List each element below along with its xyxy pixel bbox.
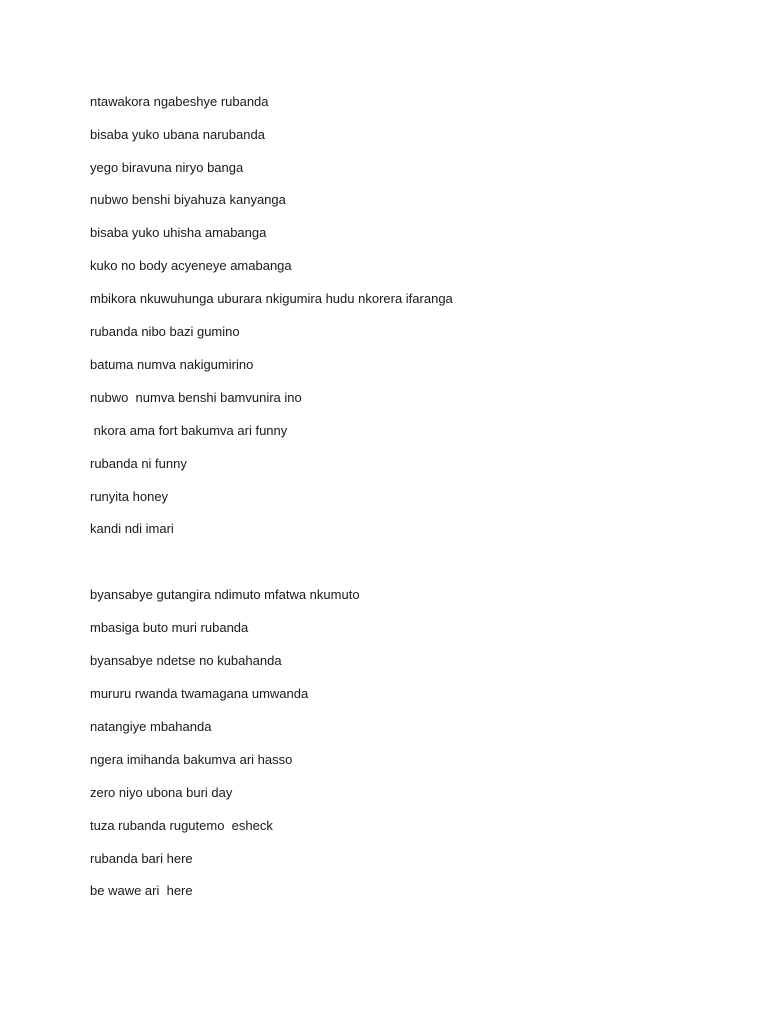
text-line: mbikora nkuwuhunga uburara nkigumira hudu nkorera ifaranga — [90, 291, 453, 306]
text-line: bisaba yuko uhisha amabanga — [90, 225, 267, 240]
text-line: zero niyo ubona buri day — [90, 785, 233, 800]
text-line: rubanda bari here — [90, 851, 193, 866]
text-line: kandi ndi imari — [90, 521, 174, 536]
text-line: byansabye gutangira ndimuto mfatwa nkumuto — [90, 587, 360, 602]
text-line: rubanda ni funny — [90, 456, 187, 471]
text-line: nubwo benshi biyahuza kanyanga — [90, 192, 286, 207]
text-line: be wawe ari here — [90, 883, 193, 898]
text-line: rubanda nibo bazi gumino — [90, 324, 240, 339]
text-line: bisaba yuko ubana narubanda — [90, 127, 265, 142]
text-line: runyita honey — [90, 489, 169, 504]
text-line: nkora ama fort bakumva ari funny — [90, 423, 288, 438]
text-line: mururu rwanda twamagana umwanda — [90, 686, 309, 701]
text-line: batuma numva nakigumirino — [90, 357, 254, 372]
text-line: ntawakora ngabeshye rubanda — [90, 94, 269, 109]
text-line: mbasiga buto muri rubanda — [90, 620, 249, 635]
text-line: nubwo numva benshi bamvunira ino — [90, 390, 302, 405]
text-line: natangiye mbahanda — [90, 719, 212, 734]
text-line: kuko no body acyeneye amabanga — [90, 258, 292, 273]
text-line: ngera imihanda bakumva ari hasso — [90, 752, 293, 767]
text-line: yego biravuna niryo banga — [90, 160, 244, 175]
text-line: byansabye ndetse no kubahanda — [90, 653, 282, 668]
text-line: tuza rubanda rugutemo esheck — [90, 818, 273, 833]
